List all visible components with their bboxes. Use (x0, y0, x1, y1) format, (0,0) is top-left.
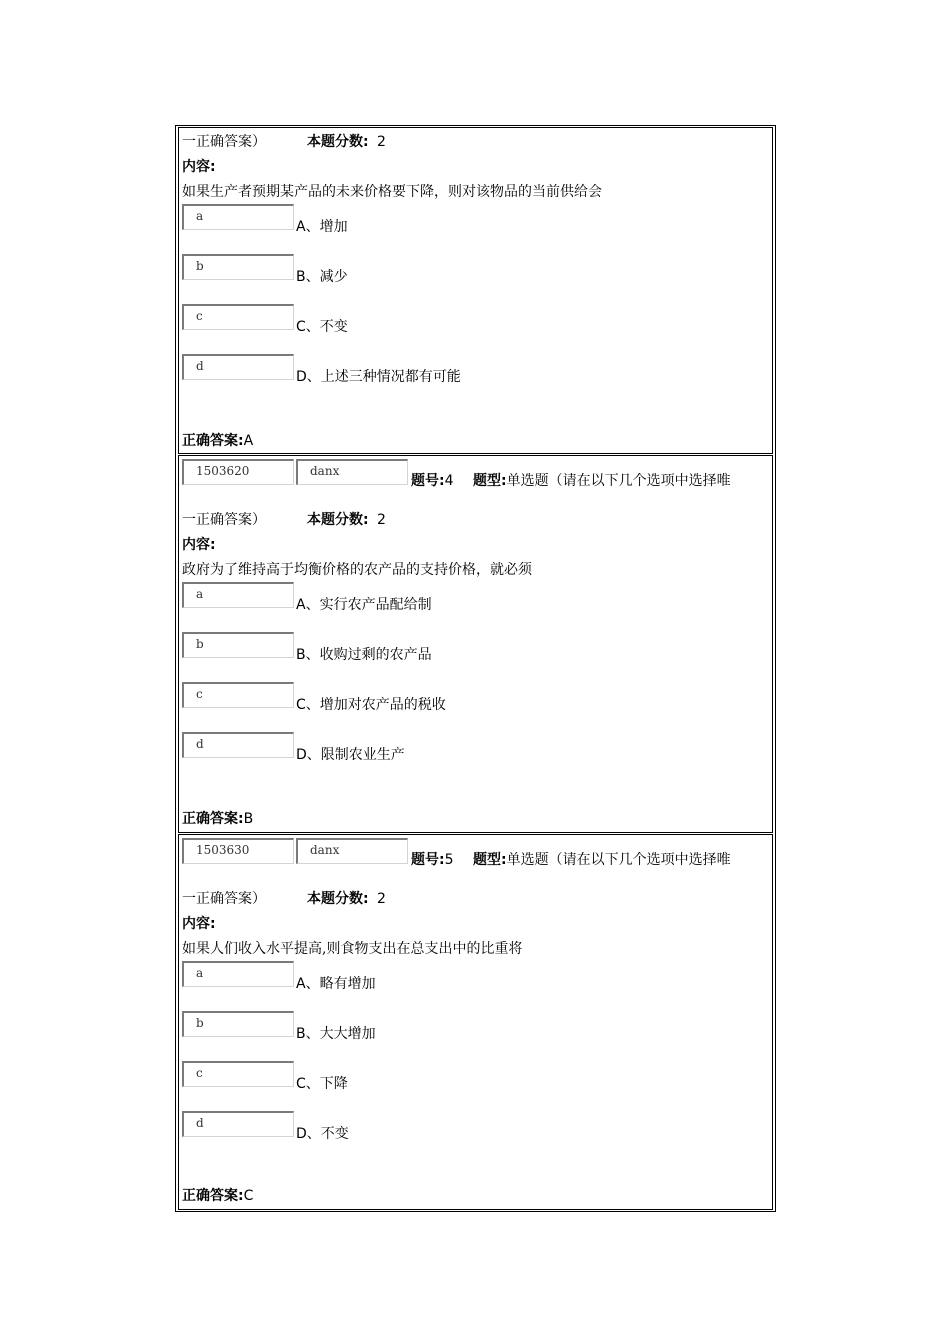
option-letter: A、 (296, 219, 320, 235)
number-label: 题号: (411, 473, 445, 489)
option-d (296, 1125, 349, 1143)
option-text: 增加对农产品的税收 (319, 697, 446, 713)
option-letter: D、 (296, 747, 321, 763)
score-value: 2 (377, 891, 386, 907)
option-b-input[interactable]: b (182, 254, 294, 280)
option-text: 大大增加 (319, 1026, 376, 1042)
question-id-field[interactable]: 1503620 (182, 459, 294, 485)
option-a (296, 218, 348, 236)
correct-answer-label: 正确答案: (182, 811, 244, 827)
option-b-input[interactable]: b (182, 1011, 294, 1037)
question-sheet (175, 125, 776, 1212)
option-d-input[interactable]: d (182, 732, 294, 758)
question-type-code-field[interactable]: danx (296, 838, 408, 864)
option-letter: C、 (296, 319, 320, 335)
option-text: 限制农业生产 (320, 747, 405, 763)
option-c (296, 1075, 348, 1093)
type-label: 题型: (473, 852, 507, 868)
option-d-input[interactable]: d (182, 354, 294, 380)
option-b-input[interactable]: b (182, 632, 294, 658)
option-b (296, 268, 348, 286)
correct-answer (182, 1187, 253, 1205)
option-c (296, 318, 348, 336)
question-type-continued: 一正确答案） (182, 891, 266, 907)
correct-answer-value: B (243, 811, 254, 827)
type-text: 单选题（请在以下几个选项中选择唯 (506, 473, 731, 489)
option-text: 上述三种情况都有可能 (320, 369, 461, 385)
question-type (473, 472, 731, 490)
question-block (178, 455, 773, 833)
option-c (296, 696, 446, 714)
question-number (411, 851, 454, 869)
question-id-field[interactable]: 1503630 (182, 838, 294, 864)
number-value: 4 (444, 473, 454, 489)
correct-answer (182, 810, 253, 828)
option-text: 减少 (319, 269, 348, 285)
option-letter: D、 (296, 369, 321, 385)
correct-answer-value: C (243, 1188, 254, 1204)
content-label: 内容: (182, 159, 216, 175)
option-a (296, 975, 376, 993)
question-type (473, 851, 731, 869)
correct-answer (182, 432, 253, 450)
option-letter: B、 (296, 269, 320, 285)
correct-answer-label: 正确答案: (182, 1188, 244, 1204)
type-label: 题型: (473, 473, 507, 489)
number-label: 题号: (411, 852, 445, 868)
option-letter: B、 (296, 647, 320, 663)
question-type-continued: 一正确答案） (182, 134, 266, 150)
option-d (296, 368, 461, 386)
option-letter: A、 (296, 597, 320, 613)
score-value: 2 (377, 134, 386, 150)
option-c-input[interactable]: c (182, 304, 294, 330)
type-text: 单选题（请在以下几个选项中选择唯 (506, 852, 731, 868)
question-content: 如果生产者预期某产品的未来价格要下降，则对该物品的当前供给会 (182, 184, 602, 200)
correct-answer-label: 正确答案: (182, 433, 244, 449)
question-content: 如果人们收入水平提高,则食物支出在总支出中的比重将 (182, 941, 523, 957)
score-label: 本题分数: (307, 134, 369, 150)
option-text: 增加 (319, 219, 348, 235)
score-label: 本题分数: (307, 891, 369, 907)
option-letter: C、 (296, 697, 320, 713)
option-b (296, 1025, 376, 1043)
score-value: 2 (377, 512, 386, 528)
option-d-input[interactable]: d (182, 1111, 294, 1137)
option-text: 下降 (319, 1076, 348, 1092)
content-label: 内容: (182, 916, 216, 932)
number-value: 5 (444, 852, 454, 868)
question-type-code-field[interactable]: danx (296, 459, 408, 485)
option-letter: B、 (296, 1026, 320, 1042)
question-type-continued: 一正确答案） (182, 512, 266, 528)
option-d (296, 746, 405, 764)
option-text: 实行农产品配给制 (319, 597, 432, 613)
score-label: 本题分数: (307, 512, 369, 528)
option-letter: C、 (296, 1076, 320, 1092)
option-a (296, 596, 432, 614)
option-a-input[interactable]: a (182, 204, 294, 230)
option-a-input[interactable]: a (182, 582, 294, 608)
question-content: 政府为了维持高于均衡价格的农产品的支持价格，就必须 (182, 562, 532, 578)
option-text: 不变 (319, 319, 348, 335)
option-b (296, 646, 432, 664)
question-block (178, 127, 773, 454)
question-number (411, 472, 454, 490)
option-c-input[interactable]: c (182, 1061, 294, 1087)
option-letter: D、 (296, 1126, 321, 1142)
option-c-input[interactable]: c (182, 682, 294, 708)
correct-answer-value: A (243, 433, 254, 449)
option-text: 收购过剩的农产品 (319, 647, 432, 663)
content-label: 内容: (182, 537, 216, 553)
option-text: 不变 (320, 1126, 349, 1142)
option-text: 略有增加 (319, 976, 376, 992)
option-a-input[interactable]: a (182, 961, 294, 987)
option-letter: A、 (296, 976, 320, 992)
question-block (178, 834, 773, 1210)
